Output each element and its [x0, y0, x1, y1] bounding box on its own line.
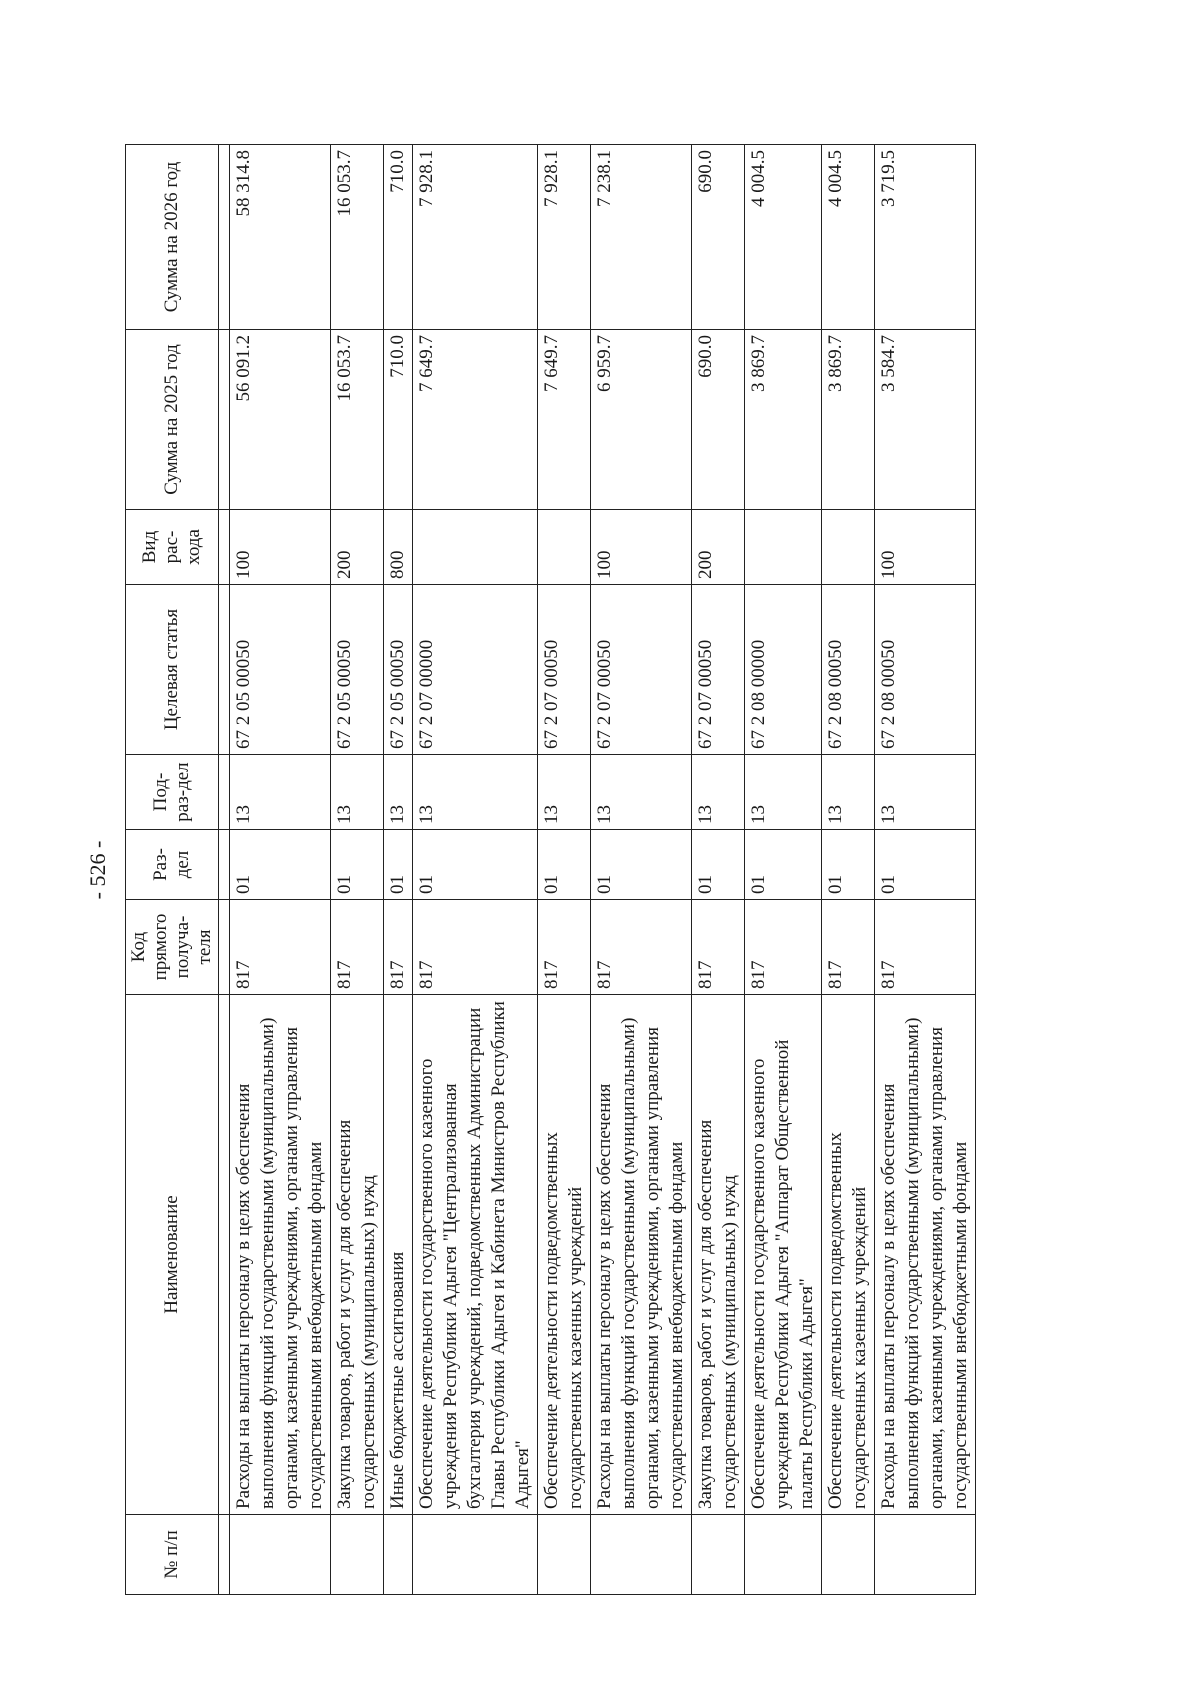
section-cell: 01: [331, 830, 384, 900]
sum-2025-cell: 710.0: [384, 330, 413, 510]
sum-2026-cell: 3 719.5: [875, 145, 976, 330]
header-target: Целевая статья: [126, 585, 219, 755]
table-row: [384, 145, 413, 1595]
sum-2026-cell: 7 238.1: [591, 145, 692, 330]
expense-type-cell: 800: [384, 510, 413, 585]
num-cell: [331, 1515, 384, 1595]
target-cell: 67 2 05 00050: [230, 585, 331, 755]
header-recipient: Код прямого получа-теля: [126, 900, 219, 995]
budget-table: [125, 144, 976, 1595]
table-row: [331, 145, 384, 1595]
header-subsection: Под-раз-дел: [126, 755, 219, 830]
section-cell: 01: [538, 830, 591, 900]
name-cell: Расходы на выплаты персоналу в целях обеспечения выполнения функций государственными (муниципальными) органами, казенными учреждениями, органами управления государственными внебюджетными фондами: [875, 995, 976, 1515]
sum-2026-cell: 16 053.7: [331, 145, 384, 330]
sum-2026-cell: 4 004.5: [822, 145, 875, 330]
target-cell: 67 2 05 00050: [384, 585, 413, 755]
section-cell: 01: [591, 830, 692, 900]
name-cell: Обеспечение деятельности подведомственных государственных казенных учреждений: [822, 995, 875, 1515]
name-cell: Расходы на выплаты персоналу в целях обеспечения выполнения функций государственными (муниципальными) органами, казенными учреждениями, органами управления государственными внебюджетными фондами: [230, 995, 331, 1515]
sum-2025-cell: 56 091.2: [230, 330, 331, 510]
recipient-cell: 817: [384, 900, 413, 995]
table-header-row: [126, 145, 219, 1595]
num-cell: [230, 1515, 331, 1595]
section-cell: 01: [822, 830, 875, 900]
recipient-cell: 817: [230, 900, 331, 995]
subsection-cell: 13: [591, 755, 692, 830]
num-cell: [745, 1515, 822, 1595]
sum-2025-cell: 7 649.7: [413, 330, 538, 510]
sum-2025-cell: 7 649.7: [538, 330, 591, 510]
header-num: № п/п: [126, 1515, 219, 1595]
section-cell: 01: [875, 830, 976, 900]
recipient-cell: 817: [538, 900, 591, 995]
target-cell: 67 2 07 00050: [591, 585, 692, 755]
expense-type-cell: 100: [230, 510, 331, 585]
name-cell: Закупка товаров, работ и услуг для обеспечения государственных (муниципальных) нужд: [692, 995, 745, 1515]
header-sum-2025: Сумма на 2025 год: [126, 330, 219, 510]
target-cell: 67 2 05 00050: [331, 585, 384, 755]
num-cell: [875, 1515, 976, 1595]
name-cell: Обеспечение деятельности государственного казенного учреждения Республики Адыгея "Централизованная бухгалтерия учреждений, подведомственных Администрации Главы Республики Адыгея и Кабинета Министров Республики Адыгея": [413, 995, 538, 1515]
target-cell: 67 2 08 00050: [875, 585, 976, 755]
header-section: Раз-дел: [126, 830, 219, 900]
sum-2026-cell: 58 314.8: [230, 145, 331, 330]
recipient-cell: 817: [875, 900, 976, 995]
table-row: [230, 145, 331, 1595]
subsection-cell: 13: [384, 755, 413, 830]
num-cell: [591, 1515, 692, 1595]
name-cell: Обеспечение деятельности государственного казенного учреждения Республики Адыгея "Аппарат Общественной палаты Республики Адыгея": [745, 995, 822, 1515]
expense-type-cell: 200: [692, 510, 745, 585]
recipient-cell: 817: [822, 900, 875, 995]
recipient-cell: 817: [331, 900, 384, 995]
section-cell: 01: [230, 830, 331, 900]
sum-2025-cell: 3 869.7: [822, 330, 875, 510]
name-cell: Обеспечение деятельности подведомственных государственных казенных учреждений: [538, 995, 591, 1515]
section-cell: 01: [692, 830, 745, 900]
table-row: [745, 145, 822, 1595]
spacer-row: [219, 145, 230, 1595]
target-cell: 67 2 08 00050: [822, 585, 875, 755]
expense-type-cell: [538, 510, 591, 585]
header-name: Наименование: [126, 995, 219, 1515]
sum-2025-cell: 3 869.7: [745, 330, 822, 510]
num-cell: [538, 1515, 591, 1595]
name-cell: Расходы на выплаты персоналу в целях обеспечения выполнения функций государственными (муниципальными) органами, казенными учреждениями, органами управления государственными внебюджетными фондами: [591, 995, 692, 1515]
sum-2025-cell: 690.0: [692, 330, 745, 510]
name-cell: Иные бюджетные ассигнования: [384, 995, 413, 1515]
table-row: [822, 145, 875, 1595]
section-cell: 01: [384, 830, 413, 900]
table-row: [538, 145, 591, 1595]
subsection-cell: 13: [230, 755, 331, 830]
sum-2025-cell: 6 959.7: [591, 330, 692, 510]
section-cell: 01: [745, 830, 822, 900]
recipient-cell: 817: [591, 900, 692, 995]
page-number: - 526 -: [85, 840, 110, 900]
subsection-cell: 13: [822, 755, 875, 830]
expense-type-cell: 200: [331, 510, 384, 585]
num-cell: [384, 1515, 413, 1595]
table-row: [692, 145, 745, 1595]
table-row: [591, 145, 692, 1595]
sum-2026-cell: 4 004.5: [745, 145, 822, 330]
recipient-cell: 817: [413, 900, 538, 995]
sum-2026-cell: 7 928.1: [538, 145, 591, 330]
sum-2026-cell: 7 928.1: [413, 145, 538, 330]
section-cell: 01: [413, 830, 538, 900]
table-row: [875, 145, 976, 1595]
sum-2026-cell: 690.0: [692, 145, 745, 330]
target-cell: 67 2 08 00000: [745, 585, 822, 755]
sum-2025-cell: 16 053.7: [331, 330, 384, 510]
expense-type-cell: [822, 510, 875, 585]
rotated-page: [85, 145, 1145, 1595]
subsection-cell: 13: [538, 755, 591, 830]
expense-type-cell: 100: [875, 510, 976, 585]
name-cell: Закупка товаров, работ и услуг для обеспечения государственных (муниципальных) нужд: [331, 995, 384, 1515]
target-cell: 67 2 07 00050: [538, 585, 591, 755]
expense-type-cell: [745, 510, 822, 585]
sum-2025-cell: 3 584.7: [875, 330, 976, 510]
num-cell: [692, 1515, 745, 1595]
target-cell: 67 2 07 00000: [413, 585, 538, 755]
table-body: [219, 145, 976, 1595]
expense-type-cell: 100: [591, 510, 692, 585]
target-cell: 67 2 07 00050: [692, 585, 745, 755]
header-sum-2026: Сумма на 2026 год: [126, 145, 219, 330]
subsection-cell: 13: [413, 755, 538, 830]
header-expense-type: Вид рас-хода: [126, 510, 219, 585]
table-row: [413, 145, 538, 1595]
subsection-cell: 13: [692, 755, 745, 830]
expense-type-cell: [413, 510, 538, 585]
recipient-cell: 817: [692, 900, 745, 995]
num-cell: [413, 1515, 538, 1595]
subsection-cell: 13: [745, 755, 822, 830]
subsection-cell: 13: [331, 755, 384, 830]
sum-2026-cell: 710.0: [384, 145, 413, 330]
num-cell: [822, 1515, 875, 1595]
recipient-cell: 817: [745, 900, 822, 995]
subsection-cell: 13: [875, 755, 976, 830]
